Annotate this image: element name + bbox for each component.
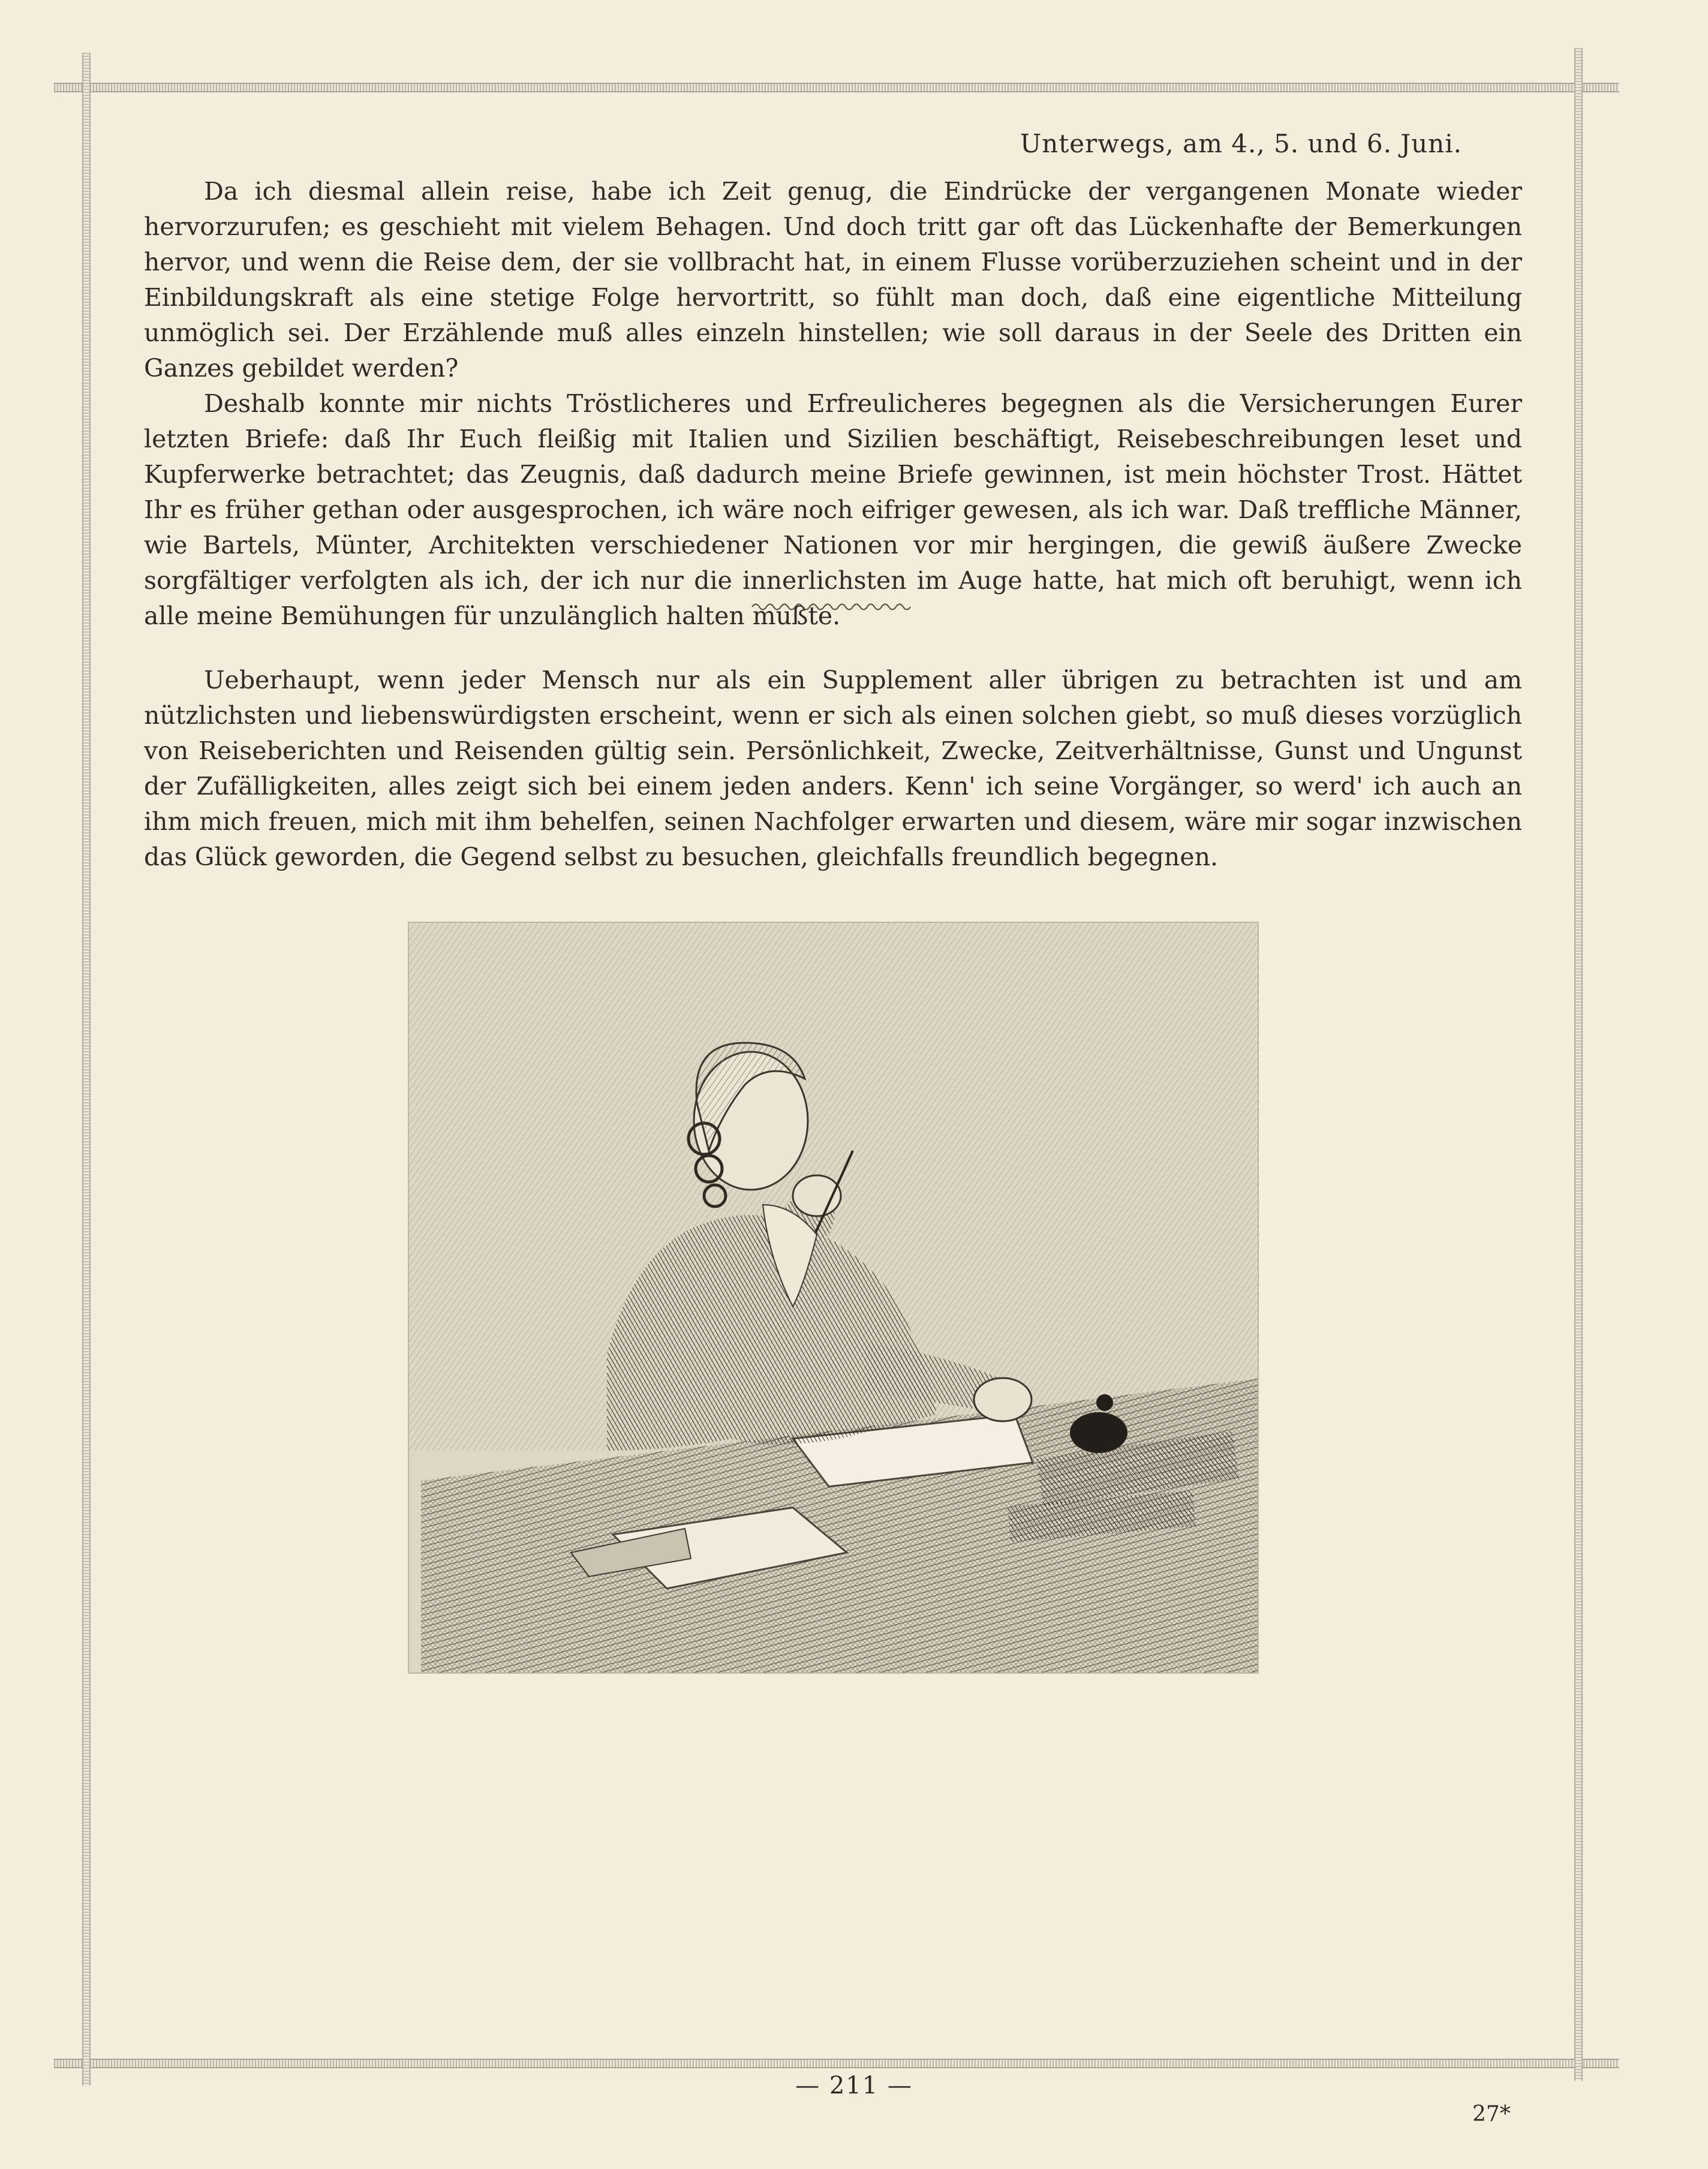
signature-mark: 27* [1472,2102,1511,2126]
paragraph: Deshalb konnte mir nichts Tröstlicheres und Erfreulicheres begegnen als die Versicherungen Eurer letzten Briefe: daß Ihr Euch fleißig mit Italien und Sizilien beschäftigt, Reisebeschreibungen leset und Kupferwerke betrachtet; das Zeugnis, daß dadurch meine Briefe gewinnen, ist mein höchster Trost. Hättet Ihr es früher gethan oder ausgesprochen, ich wäre noch eifriger gewesen, als ich war. Daß treffliche Männer, wie Bartels, Münter, Architekten verschiedener Nationen vor mir hergingen, die gewiß äußere Zwecke sorgfältiger verfolgten als ich, der ich nur die innerlichsten im Auge hatte, hat mich oft beruhigt, wenn ich alle meine Bemühungen für unzulänglich halten mußte. [144,389,1522,630]
dateline: Unterwegs, am 4., 5. und 6. Juni. [1020,129,1462,158]
top-border-rule [54,83,1619,92]
right-border-rule [1574,48,1583,2081]
bottom-border-rule [54,2059,1619,2068]
paragraph: Ueberhaupt, wenn jeder Mensch nur als ein Supplement aller übrigen zu betrachten ist und am nützlichsten und liebenswürdigsten erscheint, wenn er sich als einen solchen giebt, so muß dieses vorzüglich von Reiseberichten und Reisenden gültig sein. Persönlichkeit, Zwecke, Zeitverhältnisse, Gunst und Ungunst der Zufälligkeiten, alles zeigt sich bei einem jeden anders. Kenn' ich seine Vorgänger, so werd' ich auch an ihm mich freuen, mich mit ihm behelfen, seinen Nachfolger erwarten und diesem, wäre mir sogar inzwischen das Glück geworden, die Gegend selbst zu besuchen, gleichfalls freundlich begegnen. [144,666,1522,871]
paragraph: Da ich diesmal allein reise, habe ich Zeit genug, die Eindrücke der vergangenen Monate wieder hervorzurufen; es geschieht mit vielem Behagen. Und doch tritt gar oft das Lückenhafte der Bemerkungen hervor, und wenn die Reise dem, der sie vollbracht hat, in einem Flusse vorüberzuziehen scheint und in der Einbildungskraft als eine stetige Folge hervortritt, so fühlt man doch, daß eine eigentliche Mitteilung unmöglich sei. Der Erzählende muß alles einzeln hinstellen; wie soll daraus in der Seele des Dritten ein Ganzes gebildet werden? [144,177,1522,383]
left-border-rule [82,53,91,2086]
body-text-upper [144,174,1522,634]
ornamental-separator [751,600,913,614]
etching-illustration [408,922,1259,1674]
page-number: — 211 — [795,2072,913,2099]
body-text-lower [144,663,1522,875]
